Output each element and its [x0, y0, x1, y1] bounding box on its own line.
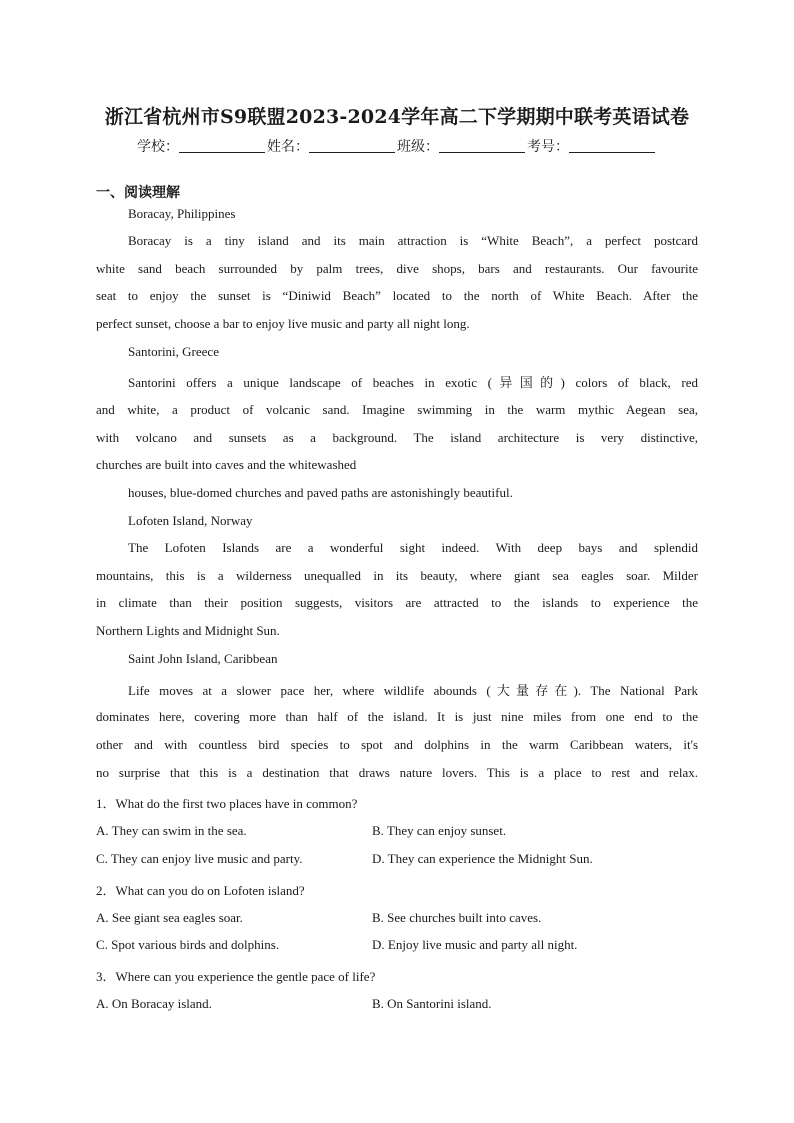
passage-line: other and with countless bird species to spot and dolphins in the warm Caribbean waters, it's	[96, 737, 698, 752]
passage-line: perfect sunset, choose a bar to enjoy live music and party all night long.	[96, 316, 470, 331]
name-label: 姓名：	[267, 139, 309, 155]
passage-line: with volcano and sunsets as a background. The island architecture is very distinctive,	[96, 430, 698, 445]
section-heading: 一、阅读理解	[96, 185, 180, 201]
place-heading: Santorini, Greece	[128, 344, 219, 359]
place-heading: Lofoten Island, Norway	[128, 513, 253, 528]
passage-line: Life moves at a slower pace her, where wildlife abounds (大量存在). The National Park	[128, 683, 698, 698]
option-b[interactable]: B. On Santorini island.	[372, 996, 492, 1011]
option-b[interactable]: B. They can enjoy sunset.	[372, 823, 507, 838]
passage-line: in climate than their position suggests, visitors are attracted to the islands to experience the	[96, 595, 698, 610]
school-label: 学校：	[137, 139, 179, 155]
exam-number-label: 考号：	[527, 139, 569, 155]
page-title: 浙江省杭州市S9联盟2023-2024学年高二下学期期中联考英语试卷	[104, 106, 690, 128]
question-stem: 2．What can you do on Lofoten island?	[96, 883, 305, 898]
class-blank[interactable]	[439, 138, 525, 153]
exam-number-blank[interactable]	[569, 138, 655, 153]
place-heading: Boracay, Philippines	[128, 206, 236, 221]
school-blank[interactable]	[179, 138, 265, 153]
option-a[interactable]: A. They can swim in the sea.	[96, 823, 247, 838]
option-d[interactable]: D. Enjoy live music and party all night.	[372, 937, 578, 952]
place-heading: Saint John Island, Caribbean	[128, 651, 278, 666]
student-info-row	[0, 136, 794, 156]
option-c[interactable]: C. Spot various birds and dolphins.	[96, 937, 280, 952]
passage-line: churches are built into caves and the whitewashed	[96, 457, 357, 472]
passage-line: no surprise that this is a destination that draws nature lovers. This is a place to rest and relax.	[96, 765, 698, 780]
passage-line: white sand beach surrounded by palm trees, dive shops, bars and restaurants. Our favourite	[96, 261, 698, 276]
option-c[interactable]: C. They can enjoy live music and party.	[96, 851, 303, 866]
class-label: 班级：	[397, 139, 439, 155]
question-stem: 3．Where can you experience the gentle pace of life?	[96, 969, 376, 984]
option-a[interactable]: A. On Boracay island.	[96, 996, 212, 1011]
passage-line: houses, blue-domed churches and paved paths are astonishingly beautiful.	[128, 485, 513, 500]
passage-line: Boracay is a tiny island and its main attraction is “White Beach”, a perfect postcard	[128, 233, 698, 248]
passage-line: seat to enjoy the sunset is “Diniwid Beach” located to the north of White Beach. After the	[96, 288, 698, 303]
passage-line: Santorini offers a unique landscape of beaches in exotic (异国的) colors of black, red	[128, 375, 698, 390]
option-b[interactable]: B. See churches built into caves.	[372, 910, 542, 925]
passage-line: and white, a product of volcanic sand. Imagine swimming in the warm mythic Aegean sea,	[96, 402, 698, 417]
name-blank[interactable]	[309, 138, 395, 153]
passage-line: mountains, this is a wilderness unequalled in its beauty, where giant sea eagles soar. Milder	[96, 568, 698, 583]
question-stem: 1．What do the first two places have in common?	[96, 796, 358, 811]
passage-line: dominates here, covering more than half of the island. It is just nine miles from one end to the	[96, 709, 698, 724]
option-a[interactable]: A. See giant sea eagles soar.	[96, 910, 243, 925]
passage-line: The Lofoten Islands are a wonderful sight indeed. With deep bays and splendid	[128, 540, 698, 555]
option-d[interactable]: D. They can experience the Midnight Sun.	[372, 851, 593, 866]
passage-line: Northern Lights and Midnight Sun.	[96, 623, 280, 638]
